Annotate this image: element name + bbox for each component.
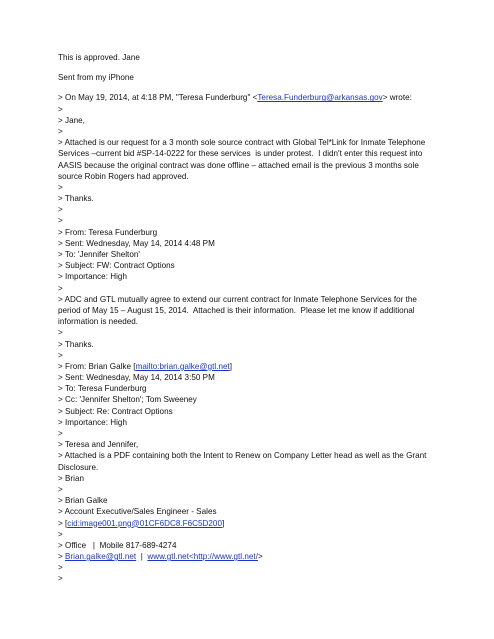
brian-mailto-link[interactable]: mailto:brian.galke@gtl.net (135, 361, 230, 371)
fwd1-body-line: period of May 15 – August 15, 2014. Attached is their information. Please let me know if additional (58, 305, 415, 315)
quoted-header-prefix: > On May 19, 2014, at 4:18 PM, "Teresa Funderburg" < (58, 93, 258, 103)
fwd1-from: > From: Teresa Funderburg (58, 227, 158, 237)
message1-closing: > Thanks. (58, 194, 94, 204)
sig-image-line (58, 518, 430, 529)
greeting-jane: > Jane, (58, 115, 85, 125)
fwd1-subject: > Subject: FW: Contract Options (58, 261, 175, 271)
quote-marker-line: > (58, 563, 63, 573)
sig-contact-suffix: > (257, 552, 263, 562)
quote-marker-line: > (58, 182, 63, 192)
fwd2-subject: > Subject: Re: Contract Options (58, 406, 173, 416)
fwd2-greeting: > Teresa and Jennifer, (58, 440, 139, 450)
quote-marker-line: > (58, 574, 63, 584)
spacer (58, 83, 430, 92)
sig-image-prefix: > [ (58, 518, 68, 528)
fwd1-body-line: information is needed. (58, 317, 139, 327)
fwd2-from-suffix: ] (229, 361, 233, 371)
quoted-header-suffix: > wrote: (382, 93, 412, 103)
fwd2-body-line: Disclosure. (58, 462, 99, 472)
quoted-header-line (58, 92, 430, 103)
approval-line: This is approved. Jane (58, 53, 140, 62)
fwd1-sent: > Sent: Wednesday, May 14, 2014 4:48 PM (58, 238, 215, 248)
fwd1-importance: > Importance: High (58, 272, 127, 282)
fwd2-sent: > Sent: Wednesday, May 14, 2014 3:50 PM (58, 373, 215, 383)
quote-marker-line: > (58, 205, 63, 215)
quote-marker-line: > (58, 126, 63, 136)
sig-image-suffix: ] (221, 518, 225, 528)
message1-body-line: Services –current bid #SP-14-0222 for these services is under protest. I didn't enter this request into (58, 149, 423, 159)
teresa-email-link[interactable]: Teresa.Funderburg@arkansas.gov (257, 93, 383, 103)
quote-marker-line: > (58, 283, 63, 293)
fwd1-to: > To: 'Jennifer Shelton' (58, 250, 140, 259)
message1-body-line: > Attached is our request for a 3 month sole source contract with Global Tel*Link for Inmate Telephone (58, 138, 426, 148)
fwd2-to: > To: Teresa Funderburg (58, 384, 147, 394)
quote-marker-line: > (58, 104, 63, 114)
sig-title: > Account Executive/Sales Engineer - Sales (58, 507, 217, 517)
sig-image-link[interactable]: cid:image001.png@01CF6DC8.F6C5D200 (67, 518, 222, 528)
sig-phone: > Office | Mobile 817-689-4274 (58, 540, 177, 550)
sig-contact-prefix: > (58, 552, 66, 562)
message1-body-line: AASIS because the original contract was done offline – attached email is the previous 3 months sole (58, 160, 419, 170)
quote-marker-line: > (58, 328, 63, 338)
fwd2-from-line (58, 361, 430, 372)
fwd1-body-line: > ADC and GTL mutually agree to extend our current contract for Inmate Telephone Services for the (58, 294, 417, 304)
message1-body-line: source Robin Rogers had approved. (58, 171, 189, 181)
brian-email-link[interactable]: Brian.galke@gtl.net (65, 552, 137, 562)
gtl-website-link[interactable]: www.gtl.net<http://www.gtl.net/ (147, 552, 258, 562)
quote-marker-line: > (58, 429, 63, 438)
sig-separator: | (136, 552, 148, 562)
quote-marker-line: > (58, 529, 63, 539)
fwd2-importance: > Importance: High (58, 417, 127, 427)
sig-contact-line (58, 551, 430, 562)
fwd2-cc: > Cc: 'Jennifer Shelton'; Tom Sweeney (58, 395, 197, 405)
sig-name: > Brian Galke (58, 496, 108, 506)
fwd2-from-prefix: > From: Brian Galke [ (58, 361, 136, 371)
sent-from-line: Sent from my iPhone (58, 73, 134, 83)
spacer (58, 63, 430, 72)
quote-marker-line: > (58, 484, 63, 494)
fwd2-signoff: > Brian (58, 473, 85, 483)
fwd2-body-line: > Attached is a PDF containing both the Intent to Renew on Company Letter head as well as the Grant (58, 451, 427, 461)
quote-marker-line: > (58, 216, 63, 226)
fwd1-closing: > Thanks. (58, 339, 94, 349)
email-body (58, 52, 430, 585)
quote-marker-line: > (58, 350, 63, 360)
